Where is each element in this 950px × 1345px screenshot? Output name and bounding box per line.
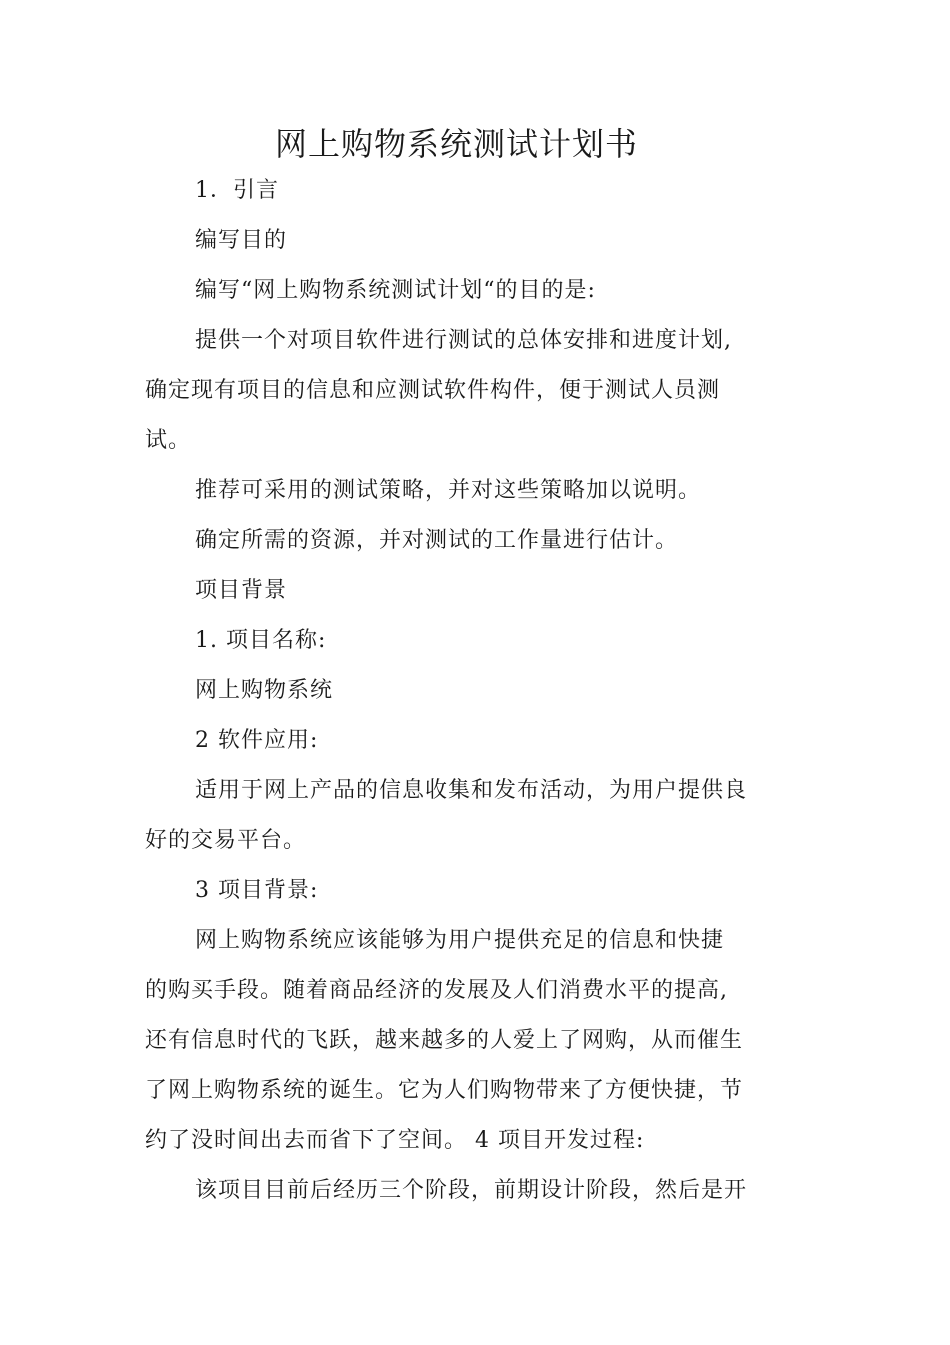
paragraph-line: 好的交易平台。: [145, 828, 307, 853]
paragraph-line: 确定现有项目的信息和应测试软件构件，便于测试人员测: [145, 378, 721, 403]
document-title: 网上购物系统测试计划书: [274, 125, 638, 163]
paragraph-line: 提供一个对项目软件进行测试的总体安排和进度计划,: [195, 328, 732, 353]
list-item-label: 3 项目背景:: [195, 878, 319, 903]
paragraph-line: 编写“网上购物系统测试计划“的目的是:: [195, 278, 596, 303]
paragraph-line: 适用于网上产品的信息收集和发布活动，为用户提供良: [195, 778, 748, 803]
paragraph-line: 还有信息时代的飞跃，越来越多的人爱上了网购，从而催生: [145, 1028, 744, 1053]
paragraph-line: 约了没时间出去而省下了空间。 4 项目开发过程:: [145, 1128, 645, 1153]
paragraph-line: 的购买手段。随着商品经济的发展及人们消费水平的提高,: [145, 978, 728, 1003]
paragraph-line: 确定所需的资源，并对测试的工作量进行估计。: [195, 528, 679, 553]
paragraph-line: 该项目目前后经历三个阶段，前期设计阶段，然后是开: [195, 1178, 748, 1203]
subsection-heading-background: 项目背景: [195, 578, 288, 603]
section-heading-introduction: 1．引言: [195, 178, 279, 203]
paragraph-line: 网上购物系统应该能够为用户提供充足的信息和快捷: [195, 928, 725, 953]
subsection-heading-purpose: 编写目的: [195, 228, 288, 253]
paragraph-line: 试。: [145, 428, 192, 453]
paragraph-line: 了网上购物系统的诞生。它为人们购物带来了方便快捷，节: [145, 1078, 744, 1103]
list-item-label: 2 软件应用:: [195, 728, 319, 753]
paragraph-line: 推荐可采用的测试策略，并对这些策略加以说明。: [195, 478, 702, 503]
paragraph-line: 网上购物系统: [195, 678, 334, 703]
list-item-label: 1. 项目名称:: [195, 628, 327, 653]
